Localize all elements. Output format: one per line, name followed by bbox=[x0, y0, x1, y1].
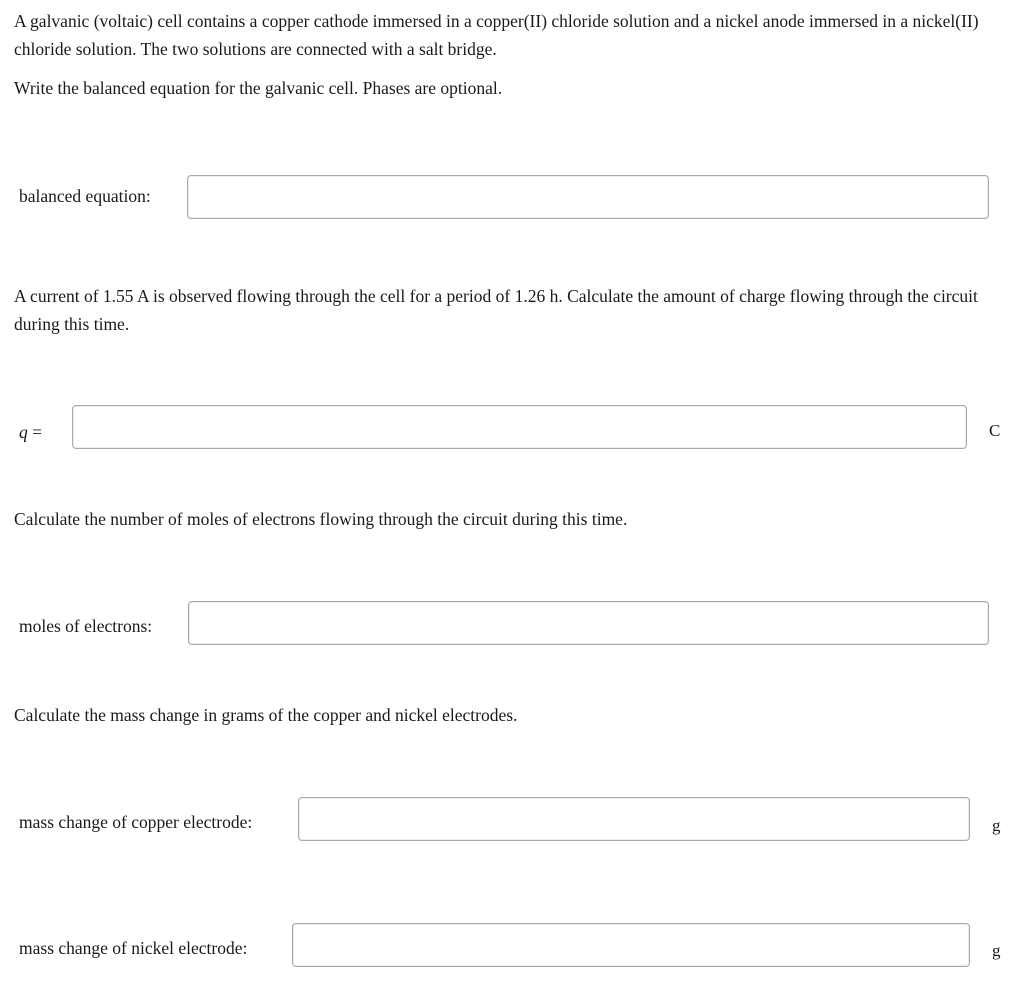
mass-question: Calculate the mass change in grams of the copper and nickel electrodes. bbox=[14, 705, 518, 725]
moles-question: Calculate the number of moles of electrons flowing through the circuit during this time. bbox=[14, 509, 628, 529]
mass-nickel-unit: g bbox=[992, 941, 1001, 960]
mass-nickel-label: mass change of nickel electrode: bbox=[19, 938, 248, 958]
mass-copper-unit: g bbox=[992, 816, 1001, 835]
charge-label bbox=[19, 421, 42, 443]
moles-electrons-label: moles of electrons: bbox=[19, 616, 153, 636]
question-intro: A galvanic (voltaic) cell contains a copper cathode immersed in a copper(II) chloride solution and a nickel anode immersed in a nickel(II) chloride solution. The two solutions are connected with a salt bridge. bbox=[14, 11, 979, 59]
balanced-equation-label: balanced equation: bbox=[19, 186, 151, 206]
question-instruction: Write the balanced equation for the galvanic cell. Phases are optional. bbox=[14, 78, 503, 98]
balanced-equation-input[interactable] bbox=[187, 175, 989, 219]
mass-nickel-input[interactable] bbox=[292, 923, 970, 967]
current-question: A current of 1.55 A is observed flowing through the cell for a period of 1.26 h. Calculate the amount of charge flowing through the circuit during this time. bbox=[14, 286, 978, 334]
mass-copper-input[interactable] bbox=[298, 797, 970, 841]
charge-input[interactable] bbox=[72, 405, 967, 449]
charge-unit: C bbox=[989, 421, 1001, 440]
equals-sign: = bbox=[32, 422, 42, 442]
charge-symbol: q bbox=[19, 422, 28, 442]
mass-copper-label: mass change of copper electrode: bbox=[19, 812, 253, 832]
moles-electrons-input[interactable] bbox=[188, 601, 989, 645]
